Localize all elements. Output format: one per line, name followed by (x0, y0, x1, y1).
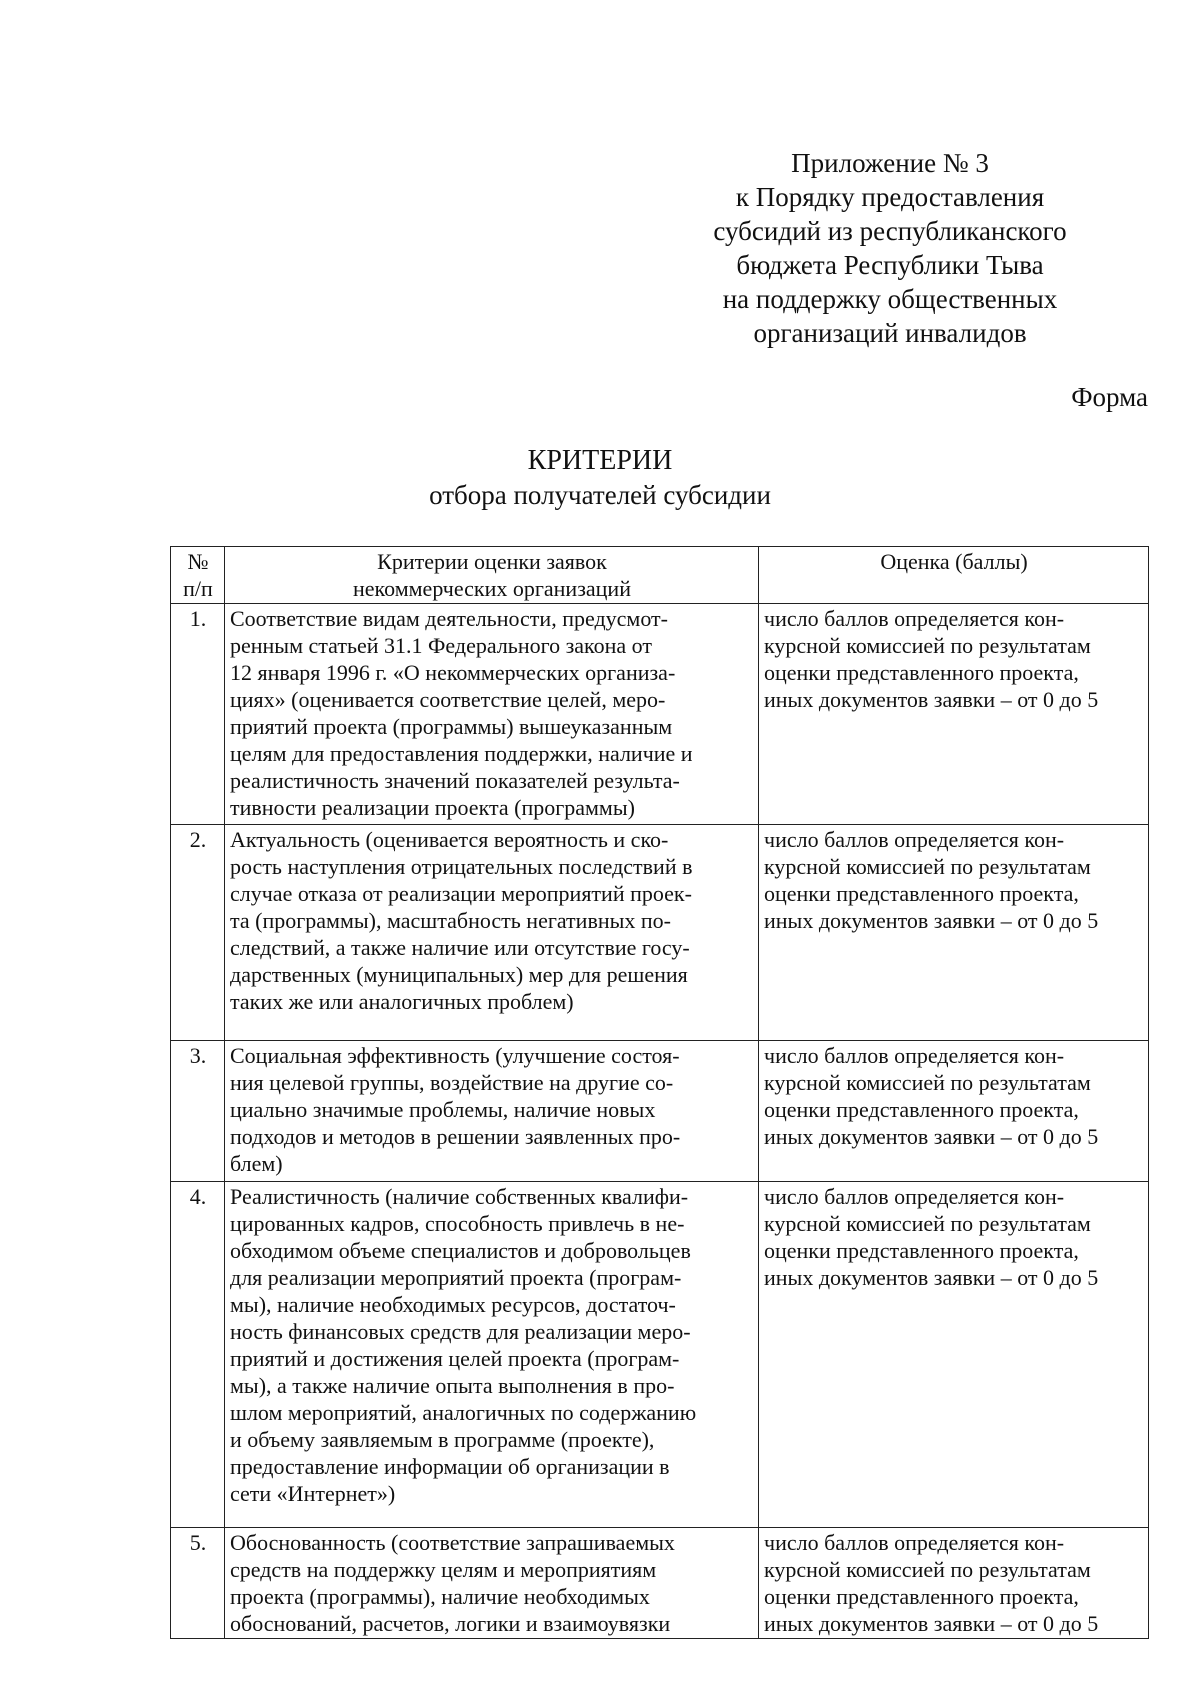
score-line: курсной комиссией по результатам (764, 1211, 1091, 1236)
row-score (759, 1528, 1149, 1639)
criteria-line: Социальная эффективность (улучшение состоя- (230, 1043, 680, 1068)
score-line: оценки представленного проекта, (764, 660, 1079, 685)
score-line: число баллов определяется кон- (764, 1043, 1065, 1068)
criteria-line: сети «Интернет») (230, 1481, 396, 1506)
score-line: курсной комиссией по результатам (764, 1070, 1091, 1095)
row-number: 4. (171, 1182, 225, 1528)
criteria-line: цированных кадров, способность привлечь в не- (230, 1211, 685, 1236)
annex-line: Приложение № 3 (791, 148, 989, 178)
score-line: иных документов заявки – от 0 до 5 (764, 1124, 1099, 1149)
criteria-line: целям для предоставления поддержки, наличие и (230, 741, 693, 766)
score-line: оценки представленного проекта, (764, 881, 1079, 906)
table-row (171, 825, 1149, 1041)
table-row (171, 1528, 1149, 1639)
annex-line: субсидий из республиканского (713, 216, 1067, 246)
score-line: оценки представленного проекта, (764, 1584, 1079, 1609)
row-criteria (225, 825, 759, 1041)
criteria-line: и объему заявляемым в программе (проекте), (230, 1427, 655, 1452)
row-criteria (225, 1041, 759, 1182)
header-criteria-line: Критерии оценки заявок (377, 549, 607, 574)
table-row (171, 1041, 1149, 1182)
criteria-line: рость наступления отрицательных последствий в (230, 854, 693, 879)
criteria-line: приятий проекта (программы) вышеуказанным (230, 714, 673, 739)
score-line: иных документов заявки – от 0 до 5 (764, 1265, 1099, 1290)
criteria-line: случае отказа от реализации мероприятий проек- (230, 881, 692, 906)
criteria-line: обходимом объеме специалистов и добровольцев (230, 1238, 691, 1263)
criteria-line: следствий, а также наличие или отсутствие госу- (230, 935, 690, 960)
header-number (171, 547, 225, 604)
criteria-table (170, 546, 1149, 1639)
criteria-line: тивности реализации проекта (программы) (230, 795, 635, 820)
criteria-line: блем) (230, 1151, 283, 1176)
criteria-line: обоснований, расчетов, логики и взаимоувязки (230, 1611, 671, 1636)
row-criteria (225, 1182, 759, 1528)
score-line: число баллов определяется кон- (764, 1184, 1065, 1209)
criteria-line: Актуальность (оценивается вероятность и ско- (230, 827, 669, 852)
header-score-line: Оценка (баллы) (880, 549, 1028, 574)
row-number: 5. (171, 1528, 225, 1639)
criteria-line: таких же или аналогичных проблем) (230, 989, 574, 1014)
header-criteria-line: некоммерческих организаций (353, 576, 631, 601)
criteria-line: мы), наличие необходимых ресурсов, достаточ- (230, 1292, 676, 1317)
criteria-line: Реалистичность (наличие собственных квалифи- (230, 1184, 689, 1209)
criteria-line: Соответствие видам деятельности, предусмот- (230, 606, 668, 631)
header-score (759, 547, 1149, 604)
form-label: Форма (1071, 382, 1148, 412)
row-criteria (225, 604, 759, 825)
annex-line: на поддержку общественных (722, 284, 1058, 314)
score-line: иных документов заявки – от 0 до 5 (764, 1611, 1099, 1636)
row-number: 2. (171, 825, 225, 1041)
document-title: КРИТЕРИИ (527, 445, 673, 476)
criteria-line: та (программы), масштабность негативных по- (230, 908, 671, 933)
score-line: число баллов определяется кон- (764, 1530, 1065, 1555)
criteria-line: ность финансовых средств для реализации меро- (230, 1319, 691, 1344)
criteria-line: ния целевой группы, воздействие на другие со- (230, 1070, 674, 1095)
row-number: 1. (171, 604, 225, 825)
score-line: число баллов определяется кон- (764, 827, 1065, 852)
row-criteria (225, 1528, 759, 1639)
criteria-line: Обоснованность (соответствие запрашиваемых (230, 1530, 675, 1555)
score-line: оценки представленного проекта, (764, 1097, 1079, 1122)
criteria-line: циях» (оценивается соответствие целей, меро- (230, 687, 666, 712)
criteria-line: для реализации мероприятий проекта (програм- (230, 1265, 682, 1290)
criteria-line: подходов и методов в решении заявленных про- (230, 1124, 681, 1149)
score-line: курсной комиссией по результатам (764, 633, 1091, 658)
score-line: иных документов заявки – от 0 до 5 (764, 908, 1099, 933)
score-line: оценки представленного проекта, (764, 1238, 1079, 1263)
table-header-row (171, 547, 1149, 604)
score-line: иных документов заявки – от 0 до 5 (764, 687, 1099, 712)
criteria-line: ренным статьей 31.1 Федерального закона от (230, 633, 652, 658)
criteria-line: проекта (программы), наличие необходимых (230, 1584, 650, 1609)
annex-line: бюджета Республики Тыва (736, 250, 1044, 280)
criteria-line: дарственных (муниципальных) мер для решения (230, 962, 688, 987)
criteria-line: средств на поддержку целям и мероприятиям (230, 1557, 657, 1582)
table-row (171, 1182, 1149, 1528)
score-line: курсной комиссией по результатам (764, 854, 1091, 879)
score-line: курсной комиссией по результатам (764, 1557, 1091, 1582)
row-number: 3. (171, 1041, 225, 1182)
header-number-line: № (187, 549, 209, 574)
row-score (759, 825, 1149, 1041)
score-line: число баллов определяется кон- (764, 606, 1065, 631)
table-row (171, 604, 1149, 825)
criteria-line: 12 января 1996 г. «О некоммерческих организа- (230, 660, 676, 685)
row-score (759, 604, 1149, 825)
header-criteria (225, 547, 759, 604)
annex-line: к Порядку предоставления (735, 182, 1045, 212)
annex-heading (680, 146, 1100, 350)
row-score (759, 1041, 1149, 1182)
criteria-line: циально значимые проблемы, наличие новых (230, 1097, 656, 1122)
criteria-line: мы), а также наличие опыта выполнения в про- (230, 1373, 675, 1398)
criteria-line: шлом мероприятий, аналогичных по содержанию (230, 1400, 697, 1425)
criteria-line: предоставление информации об организации в (230, 1454, 670, 1479)
annex-line: организаций инвалидов (753, 318, 1027, 348)
row-score (759, 1182, 1149, 1528)
header-number-line: п/п (183, 576, 213, 601)
criteria-line: приятий и достижения целей проекта (програм- (230, 1346, 680, 1371)
criteria-line: реалистичность значений показателей результа- (230, 768, 680, 793)
document-subtitle: отбора получателей субсидии (429, 480, 771, 510)
